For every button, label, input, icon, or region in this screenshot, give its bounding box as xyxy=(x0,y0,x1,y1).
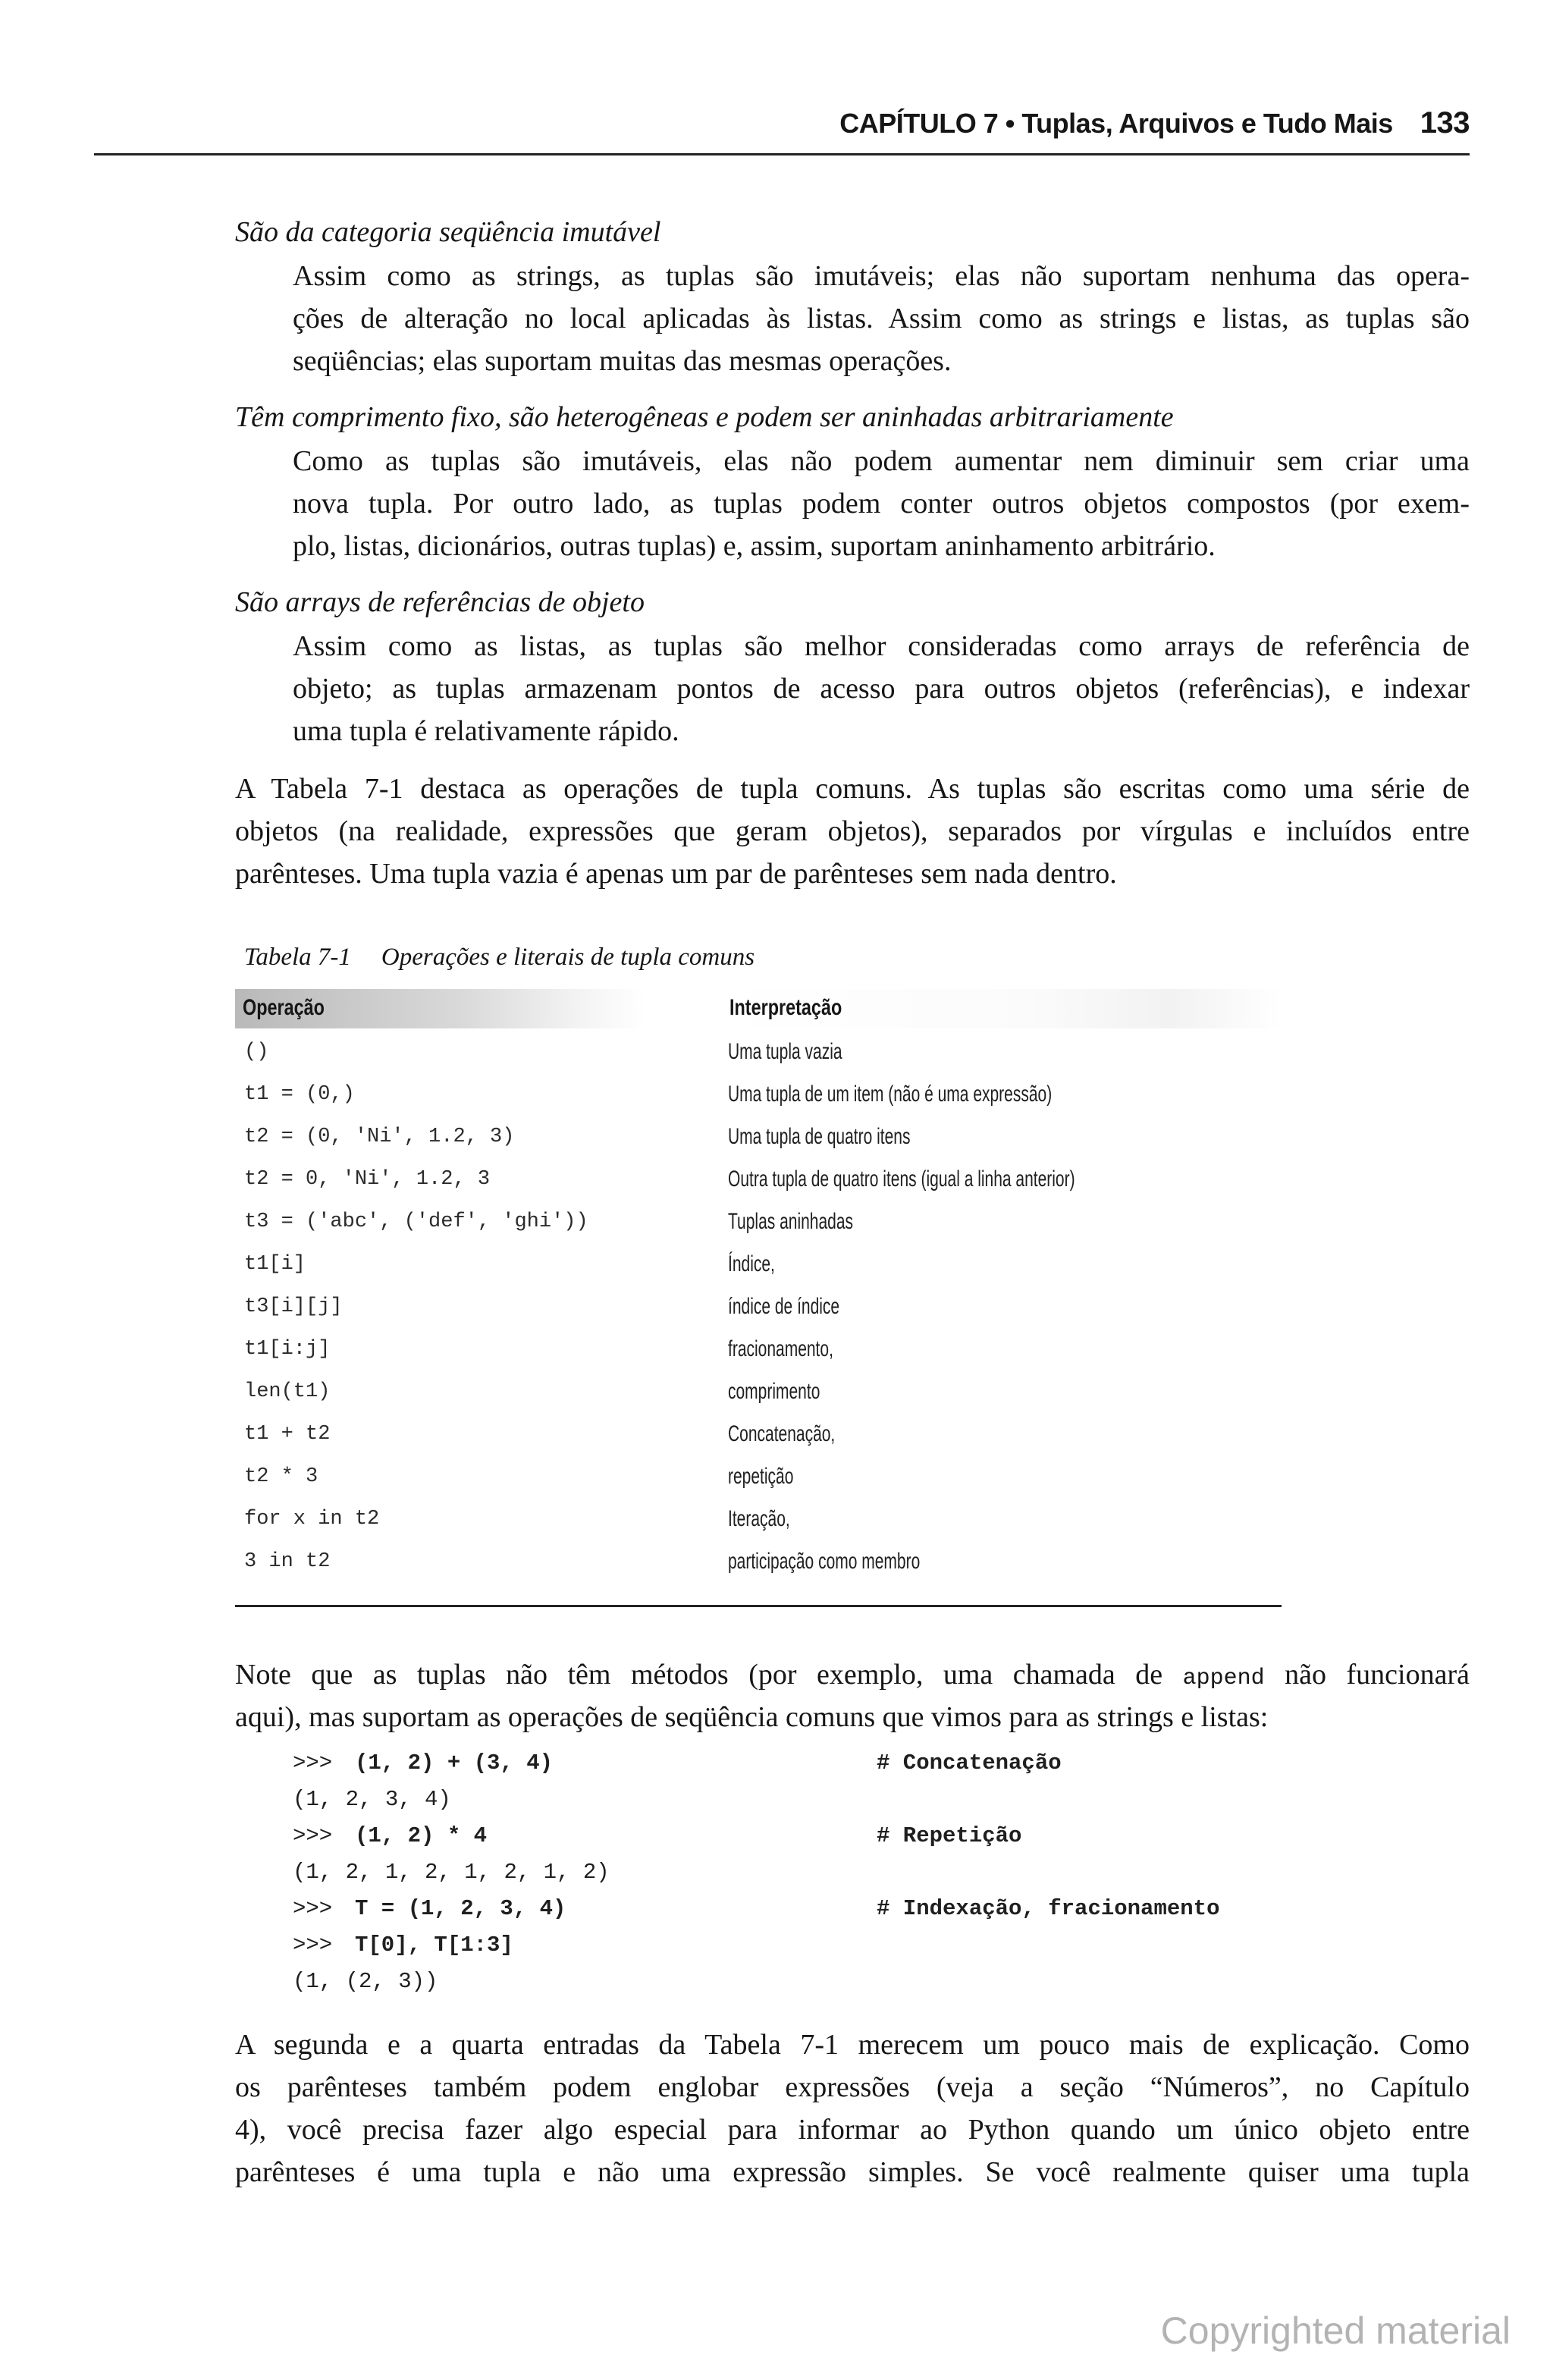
closing-paragraph xyxy=(235,2024,1470,2193)
operation-cell: t1 = (0,) xyxy=(244,1083,355,1106)
property-term: São arrays de referências de objeto xyxy=(235,586,645,618)
code-line xyxy=(293,1784,1354,1820)
code-prompt: >>> xyxy=(293,1823,333,1848)
code-output: (1, 2, 3, 4) xyxy=(293,1787,451,1812)
text-line: Note que as tuplas não têm métodos (por exemplo, uma chamada de append não funcionará xyxy=(235,1659,1470,1691)
table-row xyxy=(235,1330,1282,1373)
table-row xyxy=(235,1415,1282,1458)
interpretation-cell: Índice, xyxy=(728,1251,775,1276)
interpretation-cell: repetição xyxy=(728,1464,794,1489)
text-line: parênteses. Uma tupla vazia é apenas um par de parênteses sem nada dentro. xyxy=(235,858,1117,890)
note-paragraph xyxy=(235,1653,1470,1738)
code-command: T = (1, 2, 3, 4) xyxy=(355,1896,566,1921)
code-line xyxy=(293,1929,1354,1966)
table-body xyxy=(235,1033,1282,1585)
operation-cell: 3 in t2 xyxy=(244,1550,331,1573)
code-prompt: >>> xyxy=(293,1750,333,1776)
text-line: A Tabela 7-1 destaca as operações de tupla comuns. As tuplas são escritas como uma série de xyxy=(235,773,1470,805)
table-row xyxy=(235,1118,1282,1160)
operation-cell: t2 = (0, 'Ni', 1.2, 3) xyxy=(244,1126,515,1148)
property-definition xyxy=(293,255,1470,382)
table-header xyxy=(235,989,1282,1028)
operation-cell: () xyxy=(244,1041,269,1063)
text-line: aqui), mas suportam as operações de seqüência comuns que vimos para as strings e listas: xyxy=(235,1701,1269,1733)
page-number: 133 xyxy=(1420,106,1470,140)
table-row xyxy=(235,1160,1282,1203)
table-caption xyxy=(244,944,755,972)
interpretation-cell: Outra tupla de quatro itens (igual a linha anterior) xyxy=(728,1166,1075,1192)
code-example xyxy=(293,1747,1354,2002)
table-label: Tabela 7-1 xyxy=(244,944,351,971)
property-definition xyxy=(293,440,1470,567)
text-line: plo, listas, dicionários, outras tuplas) e, assim, suportam aninhamento arbitrário. xyxy=(293,530,1216,562)
code-command: (1, 2) * 4 xyxy=(355,1823,488,1848)
text-line: seqüências; elas suportam muitas das mesmas operações. xyxy=(293,345,952,377)
operations-table xyxy=(235,989,1282,1585)
code-output: (1, (2, 3)) xyxy=(293,1969,438,1994)
text-line: objeto; as tuplas armazenam pontos de acesso para outros objetos (referências), e indexar xyxy=(293,673,1470,705)
property-term: Têm comprimento fixo, são heterogêneas e podem ser aninhadas arbitrariamente xyxy=(235,401,1174,433)
running-header xyxy=(94,106,1470,155)
code-comment: # Indexação, fracionamento xyxy=(877,1896,1220,1921)
interpretation-cell: comprimento xyxy=(728,1379,820,1404)
code-line xyxy=(293,1966,1354,2002)
interpretation-cell: Uma tupla de quatro itens xyxy=(728,1124,911,1149)
text-line: os parênteses também podem englobar expressões (veja a seção “Números”, no Capítulo xyxy=(235,2071,1470,2103)
text-line: objetos (na realidade, expressões que geram objetos), separados por vírgulas e incluídos entre xyxy=(235,815,1470,847)
table-row xyxy=(235,1543,1282,1585)
text-line: 4), você precisa fazer algo especial para informar ao Python quando um único objeto entre xyxy=(235,2114,1470,2146)
operation-cell: t3[i][j] xyxy=(244,1295,343,1318)
watermark: Copyrighted material xyxy=(1160,2309,1511,2352)
text-line: parênteses é uma tupla e não uma expressão simples. Se você realmente quiser uma tupla xyxy=(235,2156,1470,2188)
text-line: nova tupla. Por outro lado, as tuplas podem conter outros objetos compostos (por exem- xyxy=(293,488,1470,520)
code-comment: # Repetição xyxy=(877,1823,1022,1848)
table-row xyxy=(235,1203,1282,1245)
column-header-operation: Operação xyxy=(243,995,325,1020)
chapter-title: CAPÍTULO 7 • Tuplas, Arquivos e Tudo Mais xyxy=(839,108,1393,139)
operation-cell: t2 = 0, 'Ni', 1.2, 3 xyxy=(244,1168,491,1191)
code-prompt: >>> xyxy=(293,1933,333,1958)
code-command: (1, 2) + (3, 4) xyxy=(355,1750,554,1776)
table-row xyxy=(235,1245,1282,1288)
table-row xyxy=(235,1458,1282,1500)
operation-cell: t2 * 3 xyxy=(244,1465,318,1488)
code-comment: # Concatenação xyxy=(877,1750,1062,1776)
code-output: (1, 2, 1, 2, 1, 2, 1, 2) xyxy=(293,1860,610,1885)
operation-cell: for x in t2 xyxy=(244,1508,380,1531)
text-line: Como as tuplas são imutáveis, elas não podem aumentar nem diminuir sem criar uma xyxy=(293,445,1470,477)
code-line xyxy=(293,1857,1354,1893)
property-term: São da categoria seqüência imutável xyxy=(235,216,661,248)
interpretation-cell: participação como membro xyxy=(728,1549,921,1574)
operation-cell: t1 + t2 xyxy=(244,1423,331,1446)
table-row xyxy=(235,1075,1282,1118)
column-header-interpretation: Interpretação xyxy=(729,995,842,1020)
text-line: Assim como as strings, as tuplas são imutáveis; elas não suportam nenhuma das opera- xyxy=(293,260,1470,292)
interpretation-cell: fracionamento, xyxy=(728,1336,833,1361)
text-line: uma tupla é relativamente rápido. xyxy=(293,715,679,747)
code-line xyxy=(293,1820,1354,1857)
text-line: A segunda e a quarta entradas da Tabela 7-1 merecem um pouco mais de explicação. Como xyxy=(235,2029,1470,2061)
interpretation-cell: Uma tupla de um item (não é uma expressão) xyxy=(728,1082,1053,1107)
operation-cell: t1[i] xyxy=(244,1253,306,1276)
code-prompt: >>> xyxy=(293,1896,333,1921)
text-line: Assim como as listas, as tuplas são melhor consideradas como arrays de referência de xyxy=(293,630,1470,662)
table-bottom-rule xyxy=(235,1605,1282,1607)
interpretation-cell: Iteração, xyxy=(728,1506,790,1531)
intro-paragraph xyxy=(235,768,1470,895)
property-definition xyxy=(293,625,1470,752)
interpretation-cell: Concatenação, xyxy=(728,1421,836,1446)
table-row xyxy=(235,1033,1282,1075)
text-line: ções de alteração no local aplicadas às listas. Assim como as strings e listas, as tuplas são xyxy=(293,303,1470,334)
operation-cell: len(t1) xyxy=(244,1380,331,1403)
code-line xyxy=(293,1747,1354,1784)
interpretation-cell: Tuplas aninhadas xyxy=(728,1209,854,1234)
table-row xyxy=(235,1373,1282,1415)
operation-cell: t1[i:j] xyxy=(244,1338,331,1361)
interpretation-cell: índice de índice xyxy=(728,1294,840,1319)
table-title: Operações e literais de tupla comuns xyxy=(381,944,755,971)
table-row xyxy=(235,1288,1282,1330)
table-row xyxy=(235,1500,1282,1543)
code-line xyxy=(293,1893,1354,1929)
code-command: T[0], T[1:3] xyxy=(355,1933,513,1958)
inline-code-append: append xyxy=(1182,1666,1265,1691)
operation-cell: t3 = ('abc', ('def', 'ghi')) xyxy=(244,1210,588,1233)
interpretation-cell: Uma tupla vazia xyxy=(728,1039,842,1064)
